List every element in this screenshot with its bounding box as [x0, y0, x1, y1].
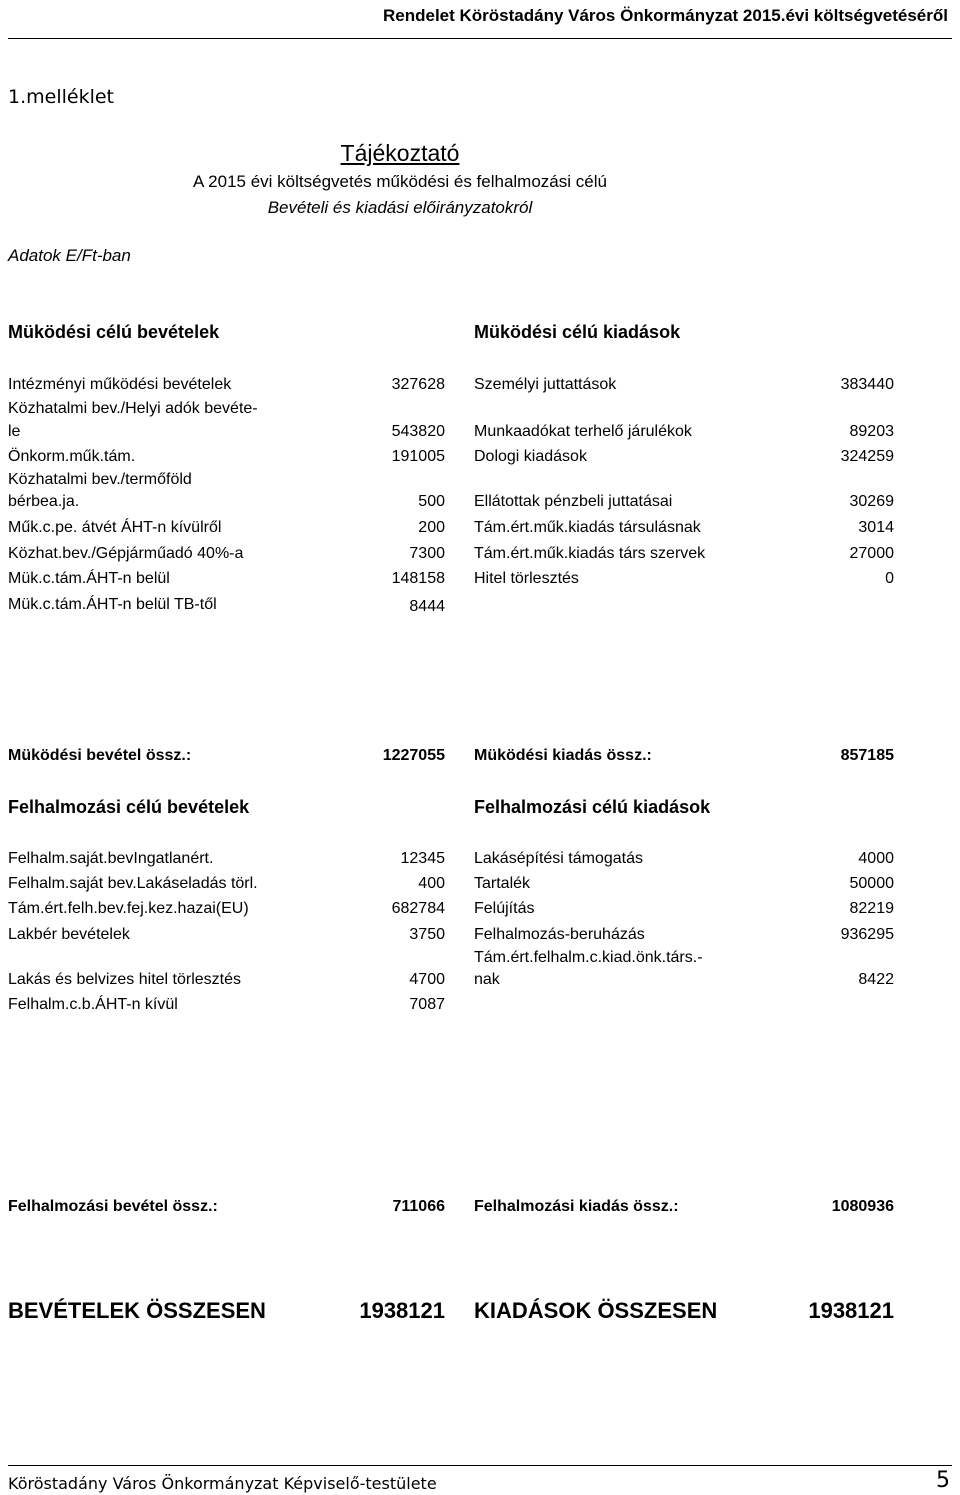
op-expense-value: 27000 [849, 545, 894, 562]
operating-expense-total: 857185 [840, 747, 894, 764]
cap-expense-value: 50000 [849, 875, 894, 892]
capital-expense-heading: Felhalmozási célú kiadások [474, 797, 711, 817]
op-expense-value: 383440 [840, 376, 894, 393]
op-income-label: Intézményi működési bevételek [8, 376, 232, 393]
cap-income-value: 3750 [409, 926, 445, 943]
operating-income-heading: Müködési célú bevételek [8, 322, 220, 342]
cap-income-value: 400 [418, 875, 445, 892]
cap-expense-label: Lakásépítési támogatás [474, 850, 643, 867]
header-title: Rendelet Köröstadány Város Önkormányzat 2015.évi költségvetéséről [382, 6, 948, 25]
cap-expense-label: Felhalmozás-beruházás [474, 926, 645, 943]
op-expense-value: 30269 [849, 493, 894, 510]
op-expense-label: Munkaadókat terhelő járulékok [474, 423, 692, 440]
op-income-value: 191005 [391, 448, 445, 465]
page-number: 5 [936, 1468, 950, 1493]
op-income-label: Mük.c.tám.ÁHT-n belül [8, 570, 170, 587]
cap-income-value: 7087 [409, 996, 445, 1013]
operating-income-total-label: Müködési bevétel össz.: [8, 747, 192, 764]
op-expense-value: 89203 [849, 423, 894, 440]
cap-expense-label: Felújítás [474, 900, 535, 917]
footer-text: Köröstadány Város Önkormányzat Képviselő-testülete [8, 1474, 437, 1493]
document-subtitle-2: Bevételi és kiadási előirányzatokról [267, 198, 533, 217]
grand-income-total: 1938121 [359, 1298, 445, 1323]
cap-expense-value: 82219 [849, 900, 894, 917]
op-expense-label: Ellátottak pénzbeli juttatásai [474, 493, 673, 510]
cap-income-label: Felhalm.c.b.ÁHT-n kívül [8, 996, 178, 1013]
capital-income-total: 711066 [392, 1198, 445, 1215]
document-subtitle: A 2015 évi költségvetés működési és felhalmozási célú [193, 172, 607, 191]
operating-income-total: 1227055 [382, 747, 445, 764]
cap-income-value: 12345 [400, 850, 445, 867]
op-expense-label: Személyi juttattások [474, 376, 617, 393]
units-note: Adatok E/Ft-ban [8, 246, 131, 265]
operating-expense-total-label: Müködési kiadás össz.: [474, 747, 652, 764]
op-income-value: 543820 [391, 423, 445, 440]
op-expense-label: Tám.ért.műk.kiadás társulásnak [474, 519, 701, 536]
op-income-label: Közhat.bev./Gépjárműadó 40%-a [8, 545, 244, 562]
op-income-value: 8444 [409, 598, 445, 615]
op-income-label: Önkorm.műk.tám. [8, 448, 136, 465]
op-expense-label: Tám.ért.műk.kiadás társ szervek [474, 545, 706, 562]
cap-expense-label: Tám.ért.felhalm.c.kiad.önk.társ.- [474, 949, 703, 966]
page-header [0, 0, 960, 30]
op-income-label: bérbea.ja. [8, 493, 80, 510]
op-income-label: Közhatalmi bev./Helyi adók bevéte- [8, 400, 258, 417]
op-expense-label: Hitel törlesztés [474, 570, 579, 587]
cap-expense-value: 4000 [858, 850, 894, 867]
capital-income-heading: Felhalmozási célú bevételek [8, 797, 250, 817]
op-expense-value: 0 [885, 570, 894, 587]
op-income-value: 7300 [409, 545, 445, 562]
cap-income-value: 682784 [391, 900, 445, 917]
op-expense-value: 3014 [858, 519, 894, 536]
header-rule [8, 38, 952, 39]
op-income-label: le [8, 423, 21, 440]
op-income-label: Mük.c.tám.ÁHT-n belül TB-től [8, 596, 217, 613]
capital-expense-total: 1080936 [831, 1198, 894, 1215]
grand-income-label: BEVÉTELEK ÖSSZESEN [8, 1298, 266, 1323]
capital-expense-total-label: Felhalmozási kiadás össz.: [474, 1198, 679, 1215]
cap-income-value: 4700 [409, 971, 445, 988]
cap-expense-value: 936295 [840, 926, 894, 943]
cap-expense-label: Tartalék [474, 875, 531, 892]
grand-expense-total: 1938121 [808, 1298, 894, 1323]
op-income-value: 148158 [391, 570, 445, 587]
op-income-value: 200 [418, 519, 445, 536]
annex-label: 1.melléklet [8, 86, 114, 108]
capital-income-total-label: Felhalmozási bevétel össz.: [8, 1198, 218, 1215]
footer-rule [8, 1465, 952, 1466]
op-income-label: Műk.c.pe. átvét ÁHT-n kívülről [8, 519, 222, 536]
grand-expense-label: KIADÁSOK ÖSSZESEN [474, 1298, 718, 1323]
op-expense-label: Dologi kiadások [474, 448, 587, 465]
cap-income-label: Felhalm.saját.bevIngatlanért. [8, 850, 214, 867]
cap-income-label: Lakbér bevételek [8, 926, 130, 943]
cap-income-label: Tám.ért.felh.bev.fej.kez.hazai(EU) [8, 900, 249, 917]
op-income-value: 500 [418, 493, 445, 510]
document-title: Tájékoztató [340, 140, 460, 166]
operating-expense-heading: Müködési célú kiadások [474, 322, 681, 342]
op-income-value: 327628 [391, 376, 445, 393]
op-income-label: Közhatalmi bev./termőföld [8, 471, 192, 488]
op-expense-value: 324259 [840, 448, 894, 465]
cap-income-label: Felhalm.saját bev.Lakáseladás törl. [8, 875, 258, 892]
cap-expense-value: 8422 [858, 971, 894, 988]
cap-income-label: Lakás és belvizes hitel törlesztés [8, 971, 241, 988]
cap-expense-label: nak [474, 971, 500, 988]
